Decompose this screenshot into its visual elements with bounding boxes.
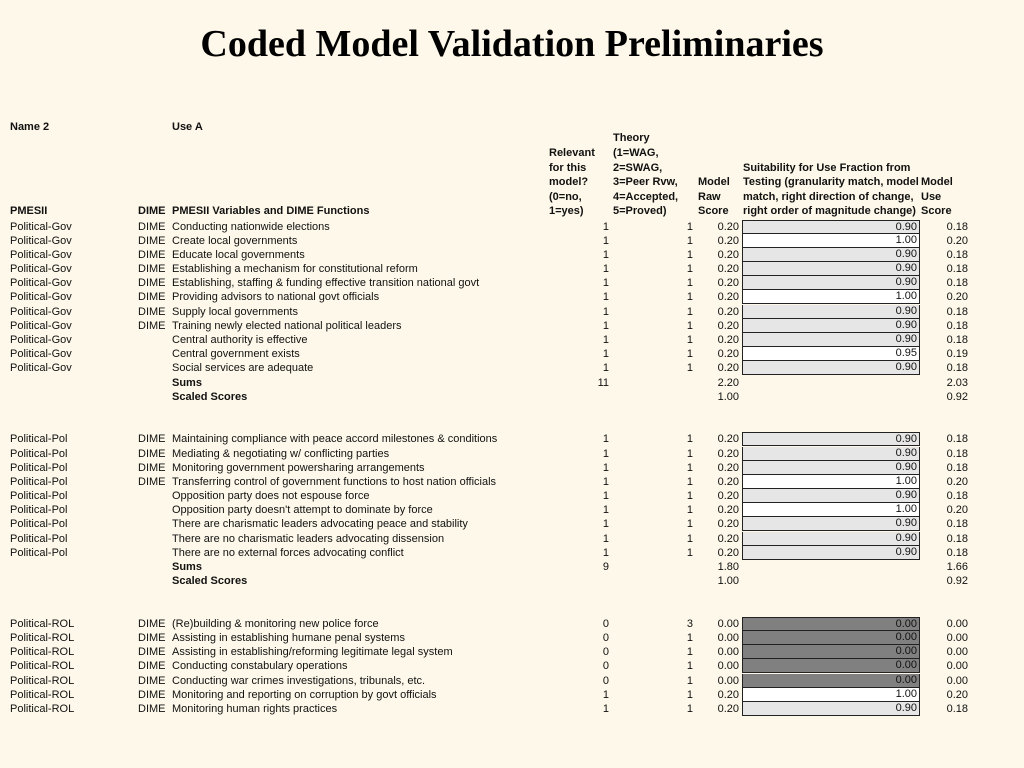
pmesii-cell: Political-Pol xyxy=(10,447,68,460)
pmesii-cell: Political-Pol xyxy=(10,433,68,446)
scaled-scores-row xyxy=(0,390,1024,404)
dime-cell: DIME xyxy=(138,674,166,687)
description-cell: Opposition party does not espouse force xyxy=(172,490,370,503)
sums-row xyxy=(0,376,1024,390)
use-score-cell: 0.20 xyxy=(946,504,968,517)
relevant-cell: 1 xyxy=(602,305,609,318)
pmesii-cell: Political-Gov xyxy=(10,334,72,346)
theory-cell: 1 xyxy=(686,475,693,488)
name-label: Name 2 xyxy=(10,121,50,133)
description-cell: Monitoring government powersharing arrangements xyxy=(172,461,425,474)
raw-score-cell: 0.20 xyxy=(717,461,739,474)
suitability-cell[interactable]: 0.90 xyxy=(742,447,920,461)
sums-relevant: 11 xyxy=(597,376,609,389)
raw-score-cell: 0.20 xyxy=(717,504,739,517)
use-score-cell: 0.18 xyxy=(946,518,968,531)
pmesii-cell: Political-Gov xyxy=(10,305,72,318)
sums-row xyxy=(0,560,1024,574)
description-cell: Conducting war crimes investigations, tribunals, etc. xyxy=(172,674,426,687)
relevant-cell: 1 xyxy=(602,546,609,559)
spacer-row xyxy=(0,404,1024,418)
description-cell: There are no external forces advocating conflict xyxy=(172,546,404,559)
description-cell: Assisting in establishing/reforming legitimate legal system xyxy=(172,646,453,659)
dime-cell: DIME xyxy=(138,447,166,460)
raw-score-cell: 0.00 xyxy=(717,631,739,644)
table-row xyxy=(0,674,1024,688)
suitability-cell[interactable]: 0.90 xyxy=(742,532,920,546)
header-theory: Theory (1=WAG, 2=SWAG, 3=Peer Rvw, 4=Accepted, 5=Proved) xyxy=(613,132,679,218)
theory-cell: 1 xyxy=(686,490,693,503)
theory-cell: 1 xyxy=(686,319,693,332)
pmesii-cell: Political-ROL xyxy=(10,660,75,673)
dime-cell: DIME xyxy=(138,291,166,304)
raw-score-cell: 0.20 xyxy=(717,433,739,446)
sums-raw: 1.80 xyxy=(717,561,739,573)
pmesii-cell: Political-Pol xyxy=(10,546,68,559)
theory-cell: 1 xyxy=(686,362,693,375)
theory-cell: 1 xyxy=(686,263,693,276)
theory-cell: 1 xyxy=(686,447,693,460)
use-score-cell: 0.18 xyxy=(946,248,968,261)
raw-score-cell: 0.20 xyxy=(717,362,739,375)
raw-score-cell: 0.20 xyxy=(717,248,739,261)
relevant-cell: 0 xyxy=(602,660,609,673)
dime-cell: DIME xyxy=(138,631,166,644)
suitability-cell[interactable]: 0.95 xyxy=(742,347,920,361)
table-row xyxy=(0,503,1024,517)
suitability-cell[interactable]: 1.00 xyxy=(742,290,920,304)
theory-cell: 3 xyxy=(686,617,693,630)
suitability-cell[interactable]: 0.90 xyxy=(742,248,920,262)
table-row xyxy=(0,447,1024,461)
dime-cell: DIME xyxy=(138,319,166,332)
use-score-cell: 0.20 xyxy=(946,475,968,488)
description-cell: Central authority is effective xyxy=(172,334,308,346)
description-cell: Training newly elected national political leaders xyxy=(172,319,402,332)
table-row xyxy=(0,305,1024,319)
use-score-cell: 0.20 xyxy=(946,688,968,701)
theory-cell: 1 xyxy=(686,291,693,304)
spacer-row xyxy=(0,418,1024,432)
table-row xyxy=(0,220,1024,234)
theory-cell: 1 xyxy=(686,518,693,531)
dime-cell: DIME xyxy=(138,305,166,318)
raw-score-cell: 0.00 xyxy=(717,674,739,687)
theory-cell: 1 xyxy=(686,674,693,687)
table-row xyxy=(0,248,1024,262)
table-row xyxy=(0,361,1024,375)
description-cell: Transferring control of government functions to host nation officials xyxy=(172,475,497,488)
use-score-cell: 0.00 xyxy=(946,646,968,659)
pmesii-cell: Political-Pol xyxy=(10,490,68,503)
table-row xyxy=(0,319,1024,333)
use-score-cell: 0.18 xyxy=(946,447,968,460)
raw-score-cell: 0.20 xyxy=(717,334,739,346)
suitability-cell[interactable]: 0.90 xyxy=(742,546,920,560)
relevant-cell: 0 xyxy=(602,674,609,687)
table-row xyxy=(0,290,1024,304)
relevant-cell: 1 xyxy=(602,348,609,361)
relevant-cell: 1 xyxy=(602,447,609,460)
header-raw-score: Model Raw Score xyxy=(698,176,730,218)
relevant-cell: 1 xyxy=(602,362,609,375)
raw-score-cell: 0.20 xyxy=(717,277,739,290)
pmesii-cell: Political-Gov xyxy=(10,319,72,332)
use-score-cell: 0.00 xyxy=(946,631,968,644)
description-cell: Conducting nationwide elections xyxy=(172,220,330,233)
suitability-cell[interactable]: 1.00 xyxy=(742,503,920,517)
pmesii-cell: Political-ROL xyxy=(10,702,75,715)
theory-cell: 1 xyxy=(686,234,693,247)
sums-use: 1.66 xyxy=(946,561,968,573)
description-cell: Monitoring and reporting on corruption by govt officials xyxy=(172,688,437,701)
description-cell: Supply local governments xyxy=(172,305,298,318)
suitability-cell[interactable]: 0.90 xyxy=(742,333,920,347)
use-score-cell: 0.00 xyxy=(946,617,968,630)
table-row xyxy=(0,262,1024,276)
dime-cell: DIME xyxy=(138,248,166,261)
suitability-cell[interactable]: 0.90 xyxy=(742,220,920,234)
dime-cell: DIME xyxy=(138,475,166,488)
raw-score-cell: 0.20 xyxy=(717,447,739,460)
theory-cell: 1 xyxy=(686,646,693,659)
raw-score-cell: 0.20 xyxy=(717,305,739,318)
use-score-cell: 0.18 xyxy=(946,702,968,715)
use-score-cell: 0.18 xyxy=(946,433,968,446)
suitability-cell[interactable]: 1.00 xyxy=(742,475,920,489)
dime-cell: DIME xyxy=(138,234,166,247)
relevant-cell: 1 xyxy=(602,461,609,474)
description-cell: Maintaining compliance with peace accord milestones & conditions xyxy=(172,433,498,446)
pmesii-cell: Political-ROL xyxy=(10,631,75,644)
table-row xyxy=(0,688,1024,702)
table-row xyxy=(0,645,1024,659)
use-score-cell: 0.20 xyxy=(946,291,968,304)
header-dime: DIME xyxy=(138,205,166,218)
use-score-cell: 0.20 xyxy=(946,234,968,247)
use-score-cell: 0.18 xyxy=(946,220,968,233)
use-score-cell: 0.18 xyxy=(946,461,968,474)
description-cell: There are charismatic leaders advocating peace and stability xyxy=(172,518,468,531)
pmesii-cell: Political-Pol xyxy=(10,532,68,545)
sums-raw: 2.20 xyxy=(717,376,739,389)
theory-cell: 1 xyxy=(686,248,693,261)
scaled-raw: 1.00 xyxy=(717,575,739,588)
suitability-cell[interactable]: 0.00 xyxy=(742,631,920,645)
relevant-cell: 1 xyxy=(602,504,609,517)
table-row xyxy=(0,659,1024,673)
pmesii-cell: Political-Pol xyxy=(10,461,68,474)
description-cell: Monitoring human rights practices xyxy=(172,702,338,715)
description-cell: Create local governments xyxy=(172,234,298,247)
use-score-cell: 0.18 xyxy=(946,263,968,276)
theory-cell: 1 xyxy=(686,461,693,474)
suitability-cell[interactable]: 0.00 xyxy=(742,659,920,673)
raw-score-cell: 0.20 xyxy=(717,263,739,276)
pmesii-cell: Political-Gov xyxy=(10,248,72,261)
score-table xyxy=(0,220,1024,717)
header-use-score: Model Use Score xyxy=(921,176,953,218)
relevant-cell: 1 xyxy=(602,532,609,545)
pmesii-cell: Political-Gov xyxy=(10,291,72,304)
description-cell: Establishing, staffing & funding effective transition national govt xyxy=(172,277,480,290)
theory-cell: 1 xyxy=(686,305,693,318)
table-row xyxy=(0,432,1024,446)
pmesii-cell: Political-Pol xyxy=(10,518,68,531)
slide-title: Coded Model Validation Preliminaries xyxy=(200,23,824,65)
table-row xyxy=(0,475,1024,489)
raw-score-cell: 0.20 xyxy=(717,532,739,545)
description-cell: Conducting constabulary operations xyxy=(172,660,348,673)
relevant-cell: 1 xyxy=(602,291,609,304)
table-row xyxy=(0,617,1024,631)
raw-score-cell: 0.00 xyxy=(717,617,739,630)
relevant-cell: 1 xyxy=(602,433,609,446)
table-row xyxy=(0,631,1024,645)
header-description: PMESII Variables and DIME Functions xyxy=(172,205,370,218)
relevant-cell: 1 xyxy=(602,518,609,531)
table-row xyxy=(0,517,1024,531)
theory-cell: 1 xyxy=(686,334,693,346)
raw-score-cell: 0.20 xyxy=(717,546,739,559)
description-cell: Educate local governments xyxy=(172,248,305,261)
relevant-cell: 1 xyxy=(602,248,609,261)
relevant-cell: 0 xyxy=(602,646,609,659)
header-suitability: Suitability for Use Fraction from Testing (granularity match, model match, right direction of change, right order of magnitude change) xyxy=(743,161,919,218)
raw-score-cell: 0.00 xyxy=(717,646,739,659)
suitability-cell[interactable]: 0.90 xyxy=(742,319,920,333)
table-row xyxy=(0,333,1024,347)
header-pmesii: PMESII xyxy=(10,205,48,218)
suitability-cell[interactable]: 1.00 xyxy=(742,234,920,248)
scaled-label: Scaled Scores xyxy=(172,390,248,403)
pmesii-cell: Political-Pol xyxy=(10,504,68,517)
description-cell: Assisting in establishing humane penal systems xyxy=(172,631,405,644)
relevant-cell: 1 xyxy=(602,234,609,247)
use-score-cell: 0.18 xyxy=(946,532,968,545)
dime-cell: DIME xyxy=(138,461,166,474)
sums-label: Sums xyxy=(172,561,202,573)
raw-score-cell: 0.20 xyxy=(717,348,739,361)
raw-score-cell: 0.20 xyxy=(717,702,739,715)
scaled-use: 0.92 xyxy=(946,390,968,403)
use-score-cell: 0.18 xyxy=(946,490,968,503)
theory-cell: 1 xyxy=(686,688,693,701)
raw-score-cell: 0.20 xyxy=(717,518,739,531)
relevant-cell: 0 xyxy=(602,617,609,630)
pmesii-cell: Political-Gov xyxy=(10,234,72,247)
suitability-cell[interactable]: 0.90 xyxy=(742,517,920,531)
pmesii-cell: Political-Gov xyxy=(10,263,72,276)
dime-cell: DIME xyxy=(138,617,166,630)
theory-cell: 1 xyxy=(686,504,693,517)
theory-cell: 1 xyxy=(686,660,693,673)
description-cell: Establishing a mechanism for constitutional reform xyxy=(172,263,418,276)
description-cell: Mediating & negotiating w/ conflicting parties xyxy=(172,447,390,460)
spacer-row xyxy=(0,603,1024,617)
relevant-cell: 1 xyxy=(602,688,609,701)
raw-score-cell: 0.20 xyxy=(717,234,739,247)
pmesii-cell: Political-Gov xyxy=(10,362,72,375)
dime-cell: DIME xyxy=(138,646,166,659)
relevant-cell: 1 xyxy=(602,334,609,346)
spacer-row xyxy=(0,588,1024,602)
pmesii-cell: Political-ROL xyxy=(10,688,75,701)
raw-score-cell: 0.20 xyxy=(717,490,739,503)
dime-cell: DIME xyxy=(138,433,166,446)
raw-score-cell: 0.20 xyxy=(717,688,739,701)
pmesii-cell: Political-ROL xyxy=(10,646,75,659)
relevant-cell: 1 xyxy=(602,263,609,276)
theory-cell: 1 xyxy=(686,532,693,545)
relevant-cell: 1 xyxy=(602,475,609,488)
use-score-cell: 0.18 xyxy=(946,546,968,559)
sums-use: 2.03 xyxy=(946,376,968,389)
table-row xyxy=(0,489,1024,503)
use-score-cell: 0.18 xyxy=(946,319,968,332)
suitability-cell[interactable]: 1.00 xyxy=(742,688,920,702)
table-row xyxy=(0,234,1024,248)
raw-score-cell: 0.20 xyxy=(717,291,739,304)
description-cell: There are no charismatic leaders advocating dissension xyxy=(172,532,445,545)
use-score-cell: 0.18 xyxy=(946,334,968,346)
pmesii-cell: Political-Gov xyxy=(10,277,72,290)
relevant-cell: 1 xyxy=(602,319,609,332)
theory-cell: 1 xyxy=(686,433,693,446)
suitability-cell[interactable]: 0.00 xyxy=(742,674,920,688)
use-score-cell: 0.19 xyxy=(946,348,968,361)
theory-cell: 1 xyxy=(686,631,693,644)
use-score-cell: 0.18 xyxy=(946,362,968,375)
use-score-cell: 0.18 xyxy=(946,305,968,318)
scaled-label: Scaled Scores xyxy=(172,575,248,588)
theory-cell: 1 xyxy=(686,277,693,290)
relevant-cell: 1 xyxy=(602,490,609,503)
raw-score-cell: 0.20 xyxy=(717,319,739,332)
theory-cell: 1 xyxy=(686,702,693,715)
table-row xyxy=(0,276,1024,290)
theory-cell: 1 xyxy=(686,546,693,559)
scaled-raw: 1.00 xyxy=(717,390,739,403)
use-score-cell: 0.18 xyxy=(946,277,968,290)
suitability-cell[interactable]: 0.90 xyxy=(742,702,920,716)
relevant-cell: 0 xyxy=(602,631,609,644)
suitability-cell[interactable]: 0.00 xyxy=(742,645,920,659)
use-label: Use A xyxy=(172,121,203,133)
use-score-cell: 0.00 xyxy=(946,674,968,687)
table-header xyxy=(0,131,1024,219)
description-cell: Providing advisors to national govt officials xyxy=(172,291,380,304)
relevant-cell: 1 xyxy=(602,220,609,233)
table-row xyxy=(0,461,1024,475)
description-cell: Central government exists xyxy=(172,348,300,361)
pmesii-cell: Political-Gov xyxy=(10,220,72,233)
relevant-cell: 1 xyxy=(602,277,609,290)
theory-cell: 1 xyxy=(686,220,693,233)
dime-cell: DIME xyxy=(138,263,166,276)
pmesii-cell: Political-Pol xyxy=(10,475,68,488)
pmesii-cell: Political-ROL xyxy=(10,674,75,687)
suitability-cell[interactable]: 0.00 xyxy=(742,617,920,631)
sums-relevant: 9 xyxy=(602,561,609,573)
table-row xyxy=(0,532,1024,546)
raw-score-cell: 0.20 xyxy=(717,475,739,488)
dime-cell: DIME xyxy=(138,277,166,290)
header-relevant: Relevant for this model? (0=no, 1=yes) xyxy=(549,147,595,218)
description-cell: Social services are adequate xyxy=(172,362,314,375)
pmesii-cell: Political-Gov xyxy=(10,348,72,361)
suitability-cell[interactable]: 0.90 xyxy=(742,305,920,319)
raw-score-cell: 0.20 xyxy=(717,220,739,233)
dime-cell: DIME xyxy=(138,702,166,715)
suitability-cell[interactable]: 0.90 xyxy=(742,489,920,503)
pmesii-cell: Political-ROL xyxy=(10,617,75,630)
description-cell: (Re)building & monitoring new police force xyxy=(172,617,379,630)
suitability-cell[interactable]: 0.90 xyxy=(742,276,920,290)
suitability-cell[interactable]: 0.90 xyxy=(742,262,920,276)
raw-score-cell: 0.00 xyxy=(717,660,739,673)
scaled-scores-row xyxy=(0,574,1024,588)
use-score-cell: 0.00 xyxy=(946,660,968,673)
dime-cell: DIME xyxy=(138,688,166,701)
table-row xyxy=(0,702,1024,716)
suitability-cell[interactable]: 0.90 xyxy=(742,461,920,475)
table-row xyxy=(0,546,1024,560)
scaled-use: 0.92 xyxy=(946,575,968,588)
sums-label: Sums xyxy=(172,376,202,389)
theory-cell: 1 xyxy=(686,348,693,361)
description-cell: Opposition party doesn't attempt to dominate by force xyxy=(172,504,433,517)
relevant-cell: 1 xyxy=(602,702,609,715)
table-row xyxy=(0,347,1024,361)
suitability-cell[interactable]: 0.90 xyxy=(742,432,920,446)
suitability-cell[interactable]: 0.90 xyxy=(742,361,920,375)
dime-cell: DIME xyxy=(138,220,166,233)
dime-cell: DIME xyxy=(138,660,166,673)
